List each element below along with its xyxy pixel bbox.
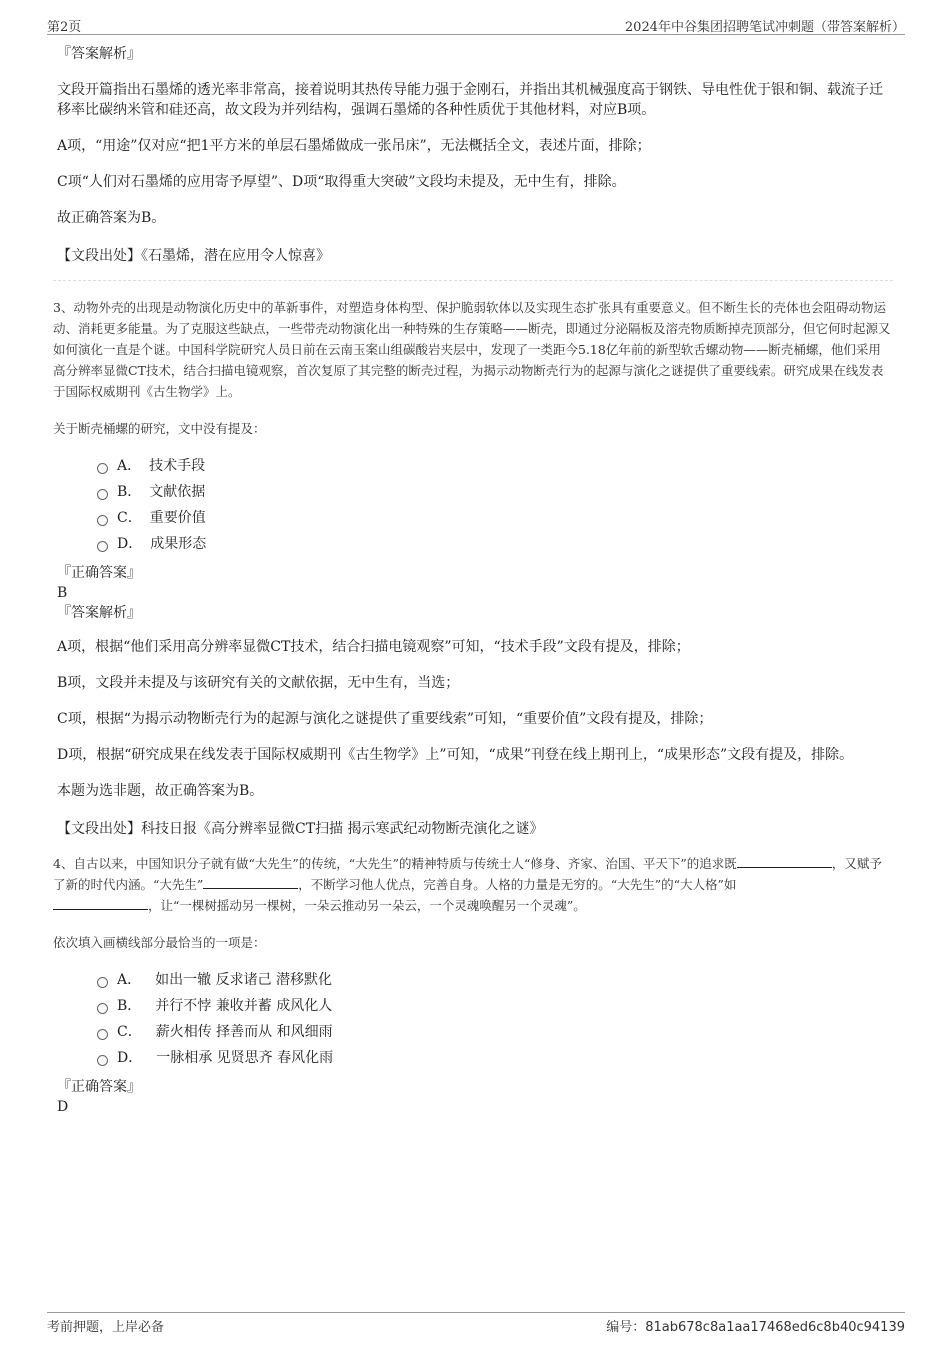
page-content xyxy=(53,44,893,1117)
option-d[interactable] xyxy=(97,531,893,557)
footer-slogan: 考前押题，上岸必备 xyxy=(47,1320,165,1335)
question-stem: 3、动物外壳的出现是动物演化历史中的革新事件，对塑造身体构型、保护脆弱软体以及实现生态扩张具有重要意义。但不断生长的壳体也会阻碍动物运动、消耗更多能量。为了克服这些缺点，一些带壳动物演化出一种特殊的生存策略——断壳，即通过分泌隔板及溶壳物质断掉壳顶部分，但它何时起源又如何演化一直是个谜。中国科学院研究人员日前在云南玉案山组碳酸岩夹层中，发现了一类距今5.18亿年前的新型软舌螺动物——断壳桶螺，他们采用高分辨率显微CT技术，结合扫描电镜观察，首次复原了其完整的断壳过程，为揭示动物断壳行为的起源与演化之谜提供了重要线索。研究成果在线发表于国际权威期刊《古生物学》上。 xyxy=(53,300,891,399)
option-letter: A． xyxy=(117,458,142,474)
analysis-paragraph: A项，根据“他们采用高分辨率显微CT技术，结合扫描电镜观察”可知，“技术手段”文段有提及，排除； xyxy=(57,639,690,655)
question-stem xyxy=(53,853,893,916)
option-b[interactable] xyxy=(97,993,893,1019)
option-text: 如出一辙 反求诸己 潜移默化 xyxy=(155,972,333,988)
option-text: 技术手段 xyxy=(149,458,206,474)
fill-blank xyxy=(203,874,298,889)
source-citation: 【文段出处】《石墨烯，潜在应用令人惊喜》 xyxy=(57,248,330,264)
fill-blank xyxy=(737,853,832,868)
radio-button[interactable] xyxy=(97,463,108,474)
question-prompt: 依次填入画横线部分最恰当的一项是： xyxy=(53,935,266,950)
question-prompt: 关于断壳桶螺的研究，文中没有提及： xyxy=(53,421,266,436)
option-letter: C． xyxy=(117,1024,142,1040)
analysis-conclusion: 故正确答案为B。 xyxy=(57,210,166,226)
option-text: 一脉相承 见贤思齐 春风化雨 xyxy=(156,1050,334,1066)
stem-text: ，让“一棵树摇动另一棵树，一朵云推动另一朵云，一个灵魂唤醒另一个灵魂”。 xyxy=(148,898,586,913)
option-d[interactable] xyxy=(97,1045,893,1071)
option-letter: B． xyxy=(117,998,142,1014)
analysis-paragraph: C项，根据“为揭示动物断壳行为的起源与演化之谜提供了重要线索”可知，“重要价值”文段有提及，排除； xyxy=(57,711,713,727)
page-number: 第2页 xyxy=(47,20,82,35)
document-code xyxy=(606,1316,905,1335)
analysis-paragraph: B项，文段并未提及与该研究有关的文献依据，无中生有，当选； xyxy=(57,675,460,691)
analysis-paragraph: C项“人们对石墨烯的应用寄予厚望”、D项“取得重大突破”文段均未提及，无中生有，排除。 xyxy=(57,174,626,190)
page-header xyxy=(47,14,905,35)
radio-button[interactable] xyxy=(97,977,108,988)
question-divider xyxy=(53,280,893,281)
analysis-paragraph: 文段开篇指出石墨烯的透光率非常高，接着说明其热传导能力强于金刚石，并指出其机械强度高于钢铁、导电性优于银和铜、载流子迁移率比碳纳米管和硅还高，故文段为并列结构，强调石墨烯的各种性质优于其他材料，对应B项。 xyxy=(57,82,883,118)
option-letter: C． xyxy=(117,510,142,526)
analysis-label: 『答案解析』 xyxy=(57,605,141,621)
option-a[interactable] xyxy=(97,967,893,993)
option-a[interactable] xyxy=(97,453,893,479)
option-letter: B． xyxy=(117,484,142,500)
option-text: 重要价值 xyxy=(149,510,206,526)
stem-text: ，又赋予了新的时代内涵。“大先生” xyxy=(53,856,882,892)
option-letter: A． xyxy=(117,972,142,988)
page-footer xyxy=(47,1312,905,1335)
radio-button[interactable] xyxy=(97,1003,108,1014)
analysis-paragraph: D项，根据“研究成果在线发表于国际权威期刊《古生物学》上”可知，“成果”刊登在线上期刊上，“成果形态”文段有提及，排除。 xyxy=(57,747,854,763)
analysis-paragraph: A项，“用途”仅对应“把1平方米的单层石墨烯做成一张吊床”，无法概括全文，表述片面，排除； xyxy=(57,138,651,154)
option-b[interactable] xyxy=(97,479,893,505)
correct-answer: B xyxy=(57,585,68,601)
stem-text: ，不断学习他人优点，完善自身。人格的力量是无穷的。“大先生”的“大人格”如 xyxy=(298,877,737,892)
code-value: 81ab678c8a1aa17468ed6c8b40c94139 xyxy=(645,1320,905,1335)
option-letter: D． xyxy=(117,1050,143,1066)
option-text: 薪火相传 择善而从 和风细雨 xyxy=(155,1024,333,1040)
fill-blank xyxy=(53,895,148,910)
option-c[interactable] xyxy=(97,505,893,531)
radio-button[interactable] xyxy=(97,489,108,500)
radio-button[interactable] xyxy=(97,541,108,552)
correct-answer-label: 『正确答案』 xyxy=(57,565,141,581)
option-text: 成果形态 xyxy=(150,536,207,552)
correct-answer: D xyxy=(57,1099,69,1115)
option-c[interactable] xyxy=(97,1019,893,1045)
option-text: 并行不悖 兼收并蓄 成风化人 xyxy=(155,998,333,1014)
radio-button[interactable] xyxy=(97,1029,108,1040)
option-text: 文献依据 xyxy=(149,484,206,500)
analysis-label: 『答案解析』 xyxy=(57,46,141,62)
option-letter: D． xyxy=(117,536,143,552)
code-label: 编号： xyxy=(606,1320,646,1335)
radio-button[interactable] xyxy=(97,1055,108,1066)
source-citation: 【文段出处】科技日报《高分辨率显微CT扫描 揭示寒武纪动物断壳演化之谜》 xyxy=(57,821,544,837)
radio-button[interactable] xyxy=(97,515,108,526)
document-title: 2024年中谷集团招聘笔试冲刺题（带答案解析） xyxy=(624,20,905,35)
analysis-conclusion: 本题为选非题，故正确答案为B。 xyxy=(57,783,264,799)
stem-text: 4、自古以来，中国知识分子就有做“大先生”的传统，“大先生”的精神特质与传统士人“修身、齐家、治国、平天下”的追求既 xyxy=(53,856,737,871)
correct-answer-label: 『正确答案』 xyxy=(57,1079,141,1095)
